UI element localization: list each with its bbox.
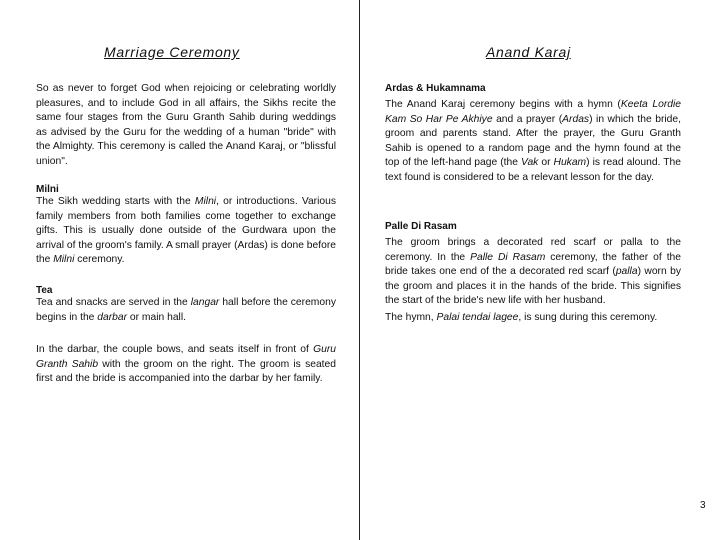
- palle-title: Palle Di Rasam: [385, 221, 457, 232]
- darbar-section: [36, 343, 336, 387]
- ardas-section: [385, 83, 681, 185]
- page-number: 3: [700, 500, 706, 511]
- intro-text: So as never to forget God when rejoicing or celebrating worldly pleasures, and to include God in all affairs, the Sikhs recite the same four stages from the Guru Granth Sahib during weddings as advised by the Guru for the wedding of a human "bride" with the Almighty. This ceremony is called the Anand Karaj, or "blissful union".: [36, 83, 336, 167]
- tea-title: Tea: [36, 285, 53, 296]
- anand-karaj-heading: Anand Karaj: [486, 44, 571, 60]
- ardas-text: The Anand Karaj ceremony begins with a hymn (Keeta Lordie Kam So Har Pe Akhiye and a prayer (Ardas) in which the bride, groom and parents stand. After the prayer, the Guru Granth Sahib is opened to a random page and the hymn found at the top of the left-hand page (the Vak or Hukam) is read alound. The text found is considered to be a relevant lesson for the day.: [385, 99, 681, 183]
- intro-paragraph: [36, 82, 336, 169]
- milni-text: The Sikh wedding starts with the Milni, or introductions. Various family members from both families come together to exchange gifts. This is usually done outside of the Gurdwara upon the arrival of the groom's family. A small prayer (Ardas) is done before the Milni ceremony.: [36, 196, 336, 265]
- marriage-ceremony-heading: Marriage Ceremony: [104, 44, 240, 60]
- milni-section: [36, 184, 336, 268]
- palle-text: The groom brings a decorated red scarf or palla to the ceremony. In the Palle Di Rasam ceremony, the father of the bride takes one end of the a decorated red scarf (palla) worn by the groom and places it in the hands of the bride. This signifies the start of the bride's new life with her husband.: [385, 237, 682, 306]
- palle-hymn-text: The hymn, Palai tendai lagee, is sung during this ceremony.: [385, 311, 658, 323]
- milni-title: Milni: [36, 184, 59, 195]
- palle-section: [385, 221, 681, 325]
- darbar-text: In the darbar, the couple bows, and seats itself in front of Guru Granth Sahib with the groom on the right. The groom is seated first and the bride is accompanied into the darbar by her family.: [36, 344, 336, 384]
- page-divider: [359, 0, 360, 540]
- ardas-title: Ardas & Hukamnama: [385, 83, 486, 94]
- tea-text: Tea and snacks are served in the langar hall before the ceremony begins in the darbar or main hall.: [36, 297, 336, 323]
- tea-section: [36, 285, 336, 325]
